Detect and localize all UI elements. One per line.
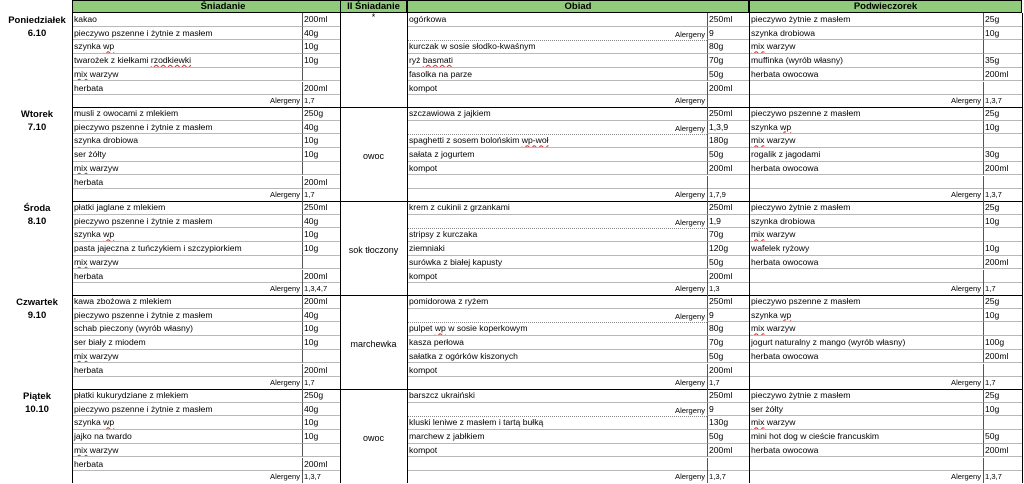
lunch-qty: 120g [707,242,749,256]
breakfast-qty [302,256,340,270]
column-divider [749,13,750,483]
lunch-qty: 200ml [707,444,749,458]
lunch-qty: 250ml [707,295,749,309]
breakfast-qty: 200ml [302,364,340,378]
lunch-item: sałatka z ogórków kiszonych [407,350,707,364]
breakfast-qty: 250g [302,389,340,403]
lunch-item: kurczak w sosie słodko-kwaśnym [407,40,707,54]
day-name: Wtorek [20,109,54,120]
breakfast-item: mix warzyw [72,162,302,176]
breakfast-qty: 10g [302,242,340,256]
breakfast-item: szynka drobiowa [72,134,302,148]
day-date: 7.10 [27,122,47,133]
snack-qty: 50g [983,430,1022,444]
snack-item: szynka wp [749,121,983,135]
breakfast-item: kawa zbożowa z mlekiem [72,295,302,309]
lunch-item: marchew z jabłkiem [407,430,707,444]
second-breakfast-item: owoc [362,151,384,161]
breakfast-qty: 200ml [302,458,340,472]
breakfast-qty: 40g [302,403,340,417]
snack-item: pieczywo żytnie z masłem [749,389,983,403]
snack-qty: 25g [983,107,1022,121]
lunch-item: pomidorowa z ryżem [407,295,707,309]
snack-qty [983,416,1022,430]
snack-item: herbata owocowa [749,444,983,458]
snack-qty [983,134,1022,148]
breakfast-qty: 200ml [302,13,340,27]
breakfast-qty [302,444,340,458]
snack-qty: 10g [983,309,1022,323]
breakfast-item: herbata [72,458,302,472]
breakfast-item: twarożek z kiełkami rzodkiewki [72,54,302,68]
snack-item: herbata owocowa [749,350,983,364]
breakfast-item: schab pieczony (wyrób własny) [72,322,302,336]
snack-qty: 10g [983,27,1022,41]
lunch-qty: 250ml [707,13,749,27]
day-date: 6.10 [27,28,47,39]
snack-item: mix warzyw [749,322,983,336]
breakfast-item: herbata [72,270,302,284]
breakfast-allergens: 1,7 [302,188,340,201]
snack-item: muffinka (wyrób własny) [749,54,983,68]
snack-allergens: 1,7 [983,376,1022,389]
breakfast-item: pieczywo pszenne i żytnie z masłem [72,27,302,41]
lunch-item: kompot [407,82,707,96]
allergens-label: Alergeny [270,378,300,387]
breakfast-allergens: 1,7 [302,376,340,389]
snack-item: ser żółty [749,403,983,417]
day-name: Poniedziałek [8,15,66,26]
breakfast-item: pieczywo pszenne i żytnie z masłem [72,309,302,323]
lunch-qty: 250ml [707,107,749,121]
lunch-qty: 70g [707,336,749,350]
snack-item: pieczywo żytnie z masłem [749,201,983,215]
second-breakfast-item: owoc [362,433,384,443]
allergens-label: Alergeny [951,284,981,293]
breakfast-qty: 200ml [302,176,340,190]
lunch-qty: 9 [707,403,749,417]
lunch-item: spaghetti z sosem bolońskim wp-woł [407,134,707,148]
breakfast-qty: 10g [302,40,340,54]
breakfast-item: pieczywo pszenne i żytnie z masłem [72,121,302,135]
snack-item: szynka wp [749,309,983,323]
breakfast-allergens: 1,3,7 [302,470,340,483]
column-divider [1022,13,1023,483]
allergens-label: Alergeny [951,96,981,105]
breakfast-qty: 200ml [302,270,340,284]
breakfast-item: musli z owocami z mlekiem [72,107,302,121]
column-divider [340,13,341,483]
snack-qty: 25g [983,201,1022,215]
snack-qty: 10g [983,242,1022,256]
snack-qty: 200ml [983,256,1022,270]
snack-qty: 30g [983,148,1022,162]
lunch-qty: 200ml [707,270,749,284]
breakfast-item: pieczywo pszenne i żytnie z masłem [72,215,302,229]
lunch-item: kompot [407,162,707,176]
lunch-allergens: 1,3,7 [707,470,749,483]
allergens-label: Alergeny [270,190,300,199]
day-name: Środa [23,203,51,214]
lunch-qty: 130g [707,416,749,430]
lunch-item: kasza perłowa [407,336,707,350]
allergens-label: Alergeny [407,122,707,135]
lunch-qty: 200ml [707,364,749,378]
breakfast-qty: 10g [302,430,340,444]
allergens-label: Alergeny [951,472,981,481]
lunch-qty: 50g [707,256,749,270]
breakfast-item: kakao [72,13,302,27]
breakfast-qty [302,350,340,364]
lunch-item: kompot [407,444,707,458]
lunch-qty: 50g [707,350,749,364]
snack-item: mini hot dog w cieście francuskim [749,430,983,444]
breakfast-qty: 40g [302,309,340,323]
snack-item: herbata owocowa [749,256,983,270]
allergens-label: Alergeny [407,28,707,41]
breakfast-qty [302,162,340,176]
day-name: Czwartek [16,297,58,308]
snack-qty: 200ml [983,350,1022,364]
breakfast-item: herbata [72,82,302,96]
lunch-allergens: 1,3 [707,282,749,295]
snack-item: jogurt naturalny z mango (wyrób własny) [749,336,983,350]
snack-item: szynka drobiowa [749,27,983,41]
breakfast-item: mix warzyw [72,444,302,458]
breakfast-qty: 10g [302,54,340,68]
lunch-item: szczawiowa z jajkiem [407,107,707,121]
breakfast-qty: 40g [302,215,340,229]
header-lunch: Obiad [407,0,749,13]
allergens-label: Alergeny [270,472,300,481]
lunch-qty: 9 [707,27,749,41]
allergens-label: Alergeny [675,190,705,199]
lunch-item: fasolka na parze [407,68,707,82]
breakfast-qty: 10g [302,322,340,336]
allergens-label: Alergeny [270,284,300,293]
snack-allergens: 1,3,7 [983,188,1022,201]
snack-allergens: 1,7 [983,282,1022,295]
allergens-label: Alergeny [675,96,705,105]
breakfast-qty: 40g [302,121,340,135]
lunch-allergens: 1,7 [707,376,749,389]
breakfast-item: płatki kukurydziane z mlekiem [72,389,302,403]
breakfast-qty: 10g [302,228,340,242]
breakfast-item: mix warzyw [72,68,302,82]
breakfast-qty: 10g [302,148,340,162]
column-divider [72,13,73,483]
column-divider [407,13,408,483]
snack-qty: 35g [983,54,1022,68]
snack-item: pieczywo żytnie z masłem [749,13,983,27]
breakfast-item: pieczywo pszenne i żytnie z masłem [72,403,302,417]
lunch-qty: 80g [707,40,749,54]
lunch-item: surówka z białej kapusty [407,256,707,270]
snack-qty: 25g [983,13,1022,27]
snack-item: wafelek ryżowy [749,242,983,256]
snack-item: pieczywo pszenne z masłem [749,107,983,121]
breakfast-qty: 40g [302,27,340,41]
breakfast-qty [302,68,340,82]
breakfast-item: ser biały z miodem [72,336,302,350]
header-breakfast: Śniadanie [72,0,374,13]
lunch-item: kompot [407,364,707,378]
lunch-qty: 50g [707,68,749,82]
lunch-item: pulpet wp w sosie koperkowym [407,322,707,336]
second-breakfast-item: marchewka [350,339,397,349]
lunch-qty: 250ml [707,389,749,403]
asterisk-note: * [371,12,376,22]
snack-item: mix warzyw [749,134,983,148]
allergens-label: Alergeny [270,96,300,105]
breakfast-item: jajko na twardo [72,430,302,444]
breakfast-qty: 10g [302,416,340,430]
breakfast-qty: 250g [302,107,340,121]
allergens-label: Alergeny [675,378,705,387]
lunch-qty: 1,3,9 [707,121,749,135]
breakfast-item: mix warzyw [72,350,302,364]
snack-qty [983,322,1022,336]
lunch-qty: 50g [707,430,749,444]
lunch-qty: 80g [707,322,749,336]
allergens-label: Alergeny [951,378,981,387]
lunch-item: kluski leniwe z masłem i tartą bułką [407,416,707,430]
lunch-allergens [707,94,749,107]
header-snack: Podwieczorek [749,0,1022,13]
breakfast-item: płatki jaglane z mlekiem [72,201,302,215]
allergens-label: Alergeny [407,404,707,417]
lunch-item: stripsy z kurczaka [407,228,707,242]
lunch-qty: 70g [707,228,749,242]
snack-item: herbata owocowa [749,162,983,176]
snack-item: mix warzyw [749,40,983,54]
breakfast-item: herbata [72,176,302,190]
lunch-item: krem z cukinii z grzankami [407,201,707,215]
lunch-item: ziemniaki [407,242,707,256]
allergens-label: Alergeny [407,216,707,229]
snack-allergens: 1,3,7 [983,470,1022,483]
day-date: 8.10 [27,216,47,227]
snack-allergens: 1,3,7 [983,94,1022,107]
allergens-label: Alergeny [675,284,705,293]
day-name: Piątek [23,391,51,402]
lunch-allergens: 1,7,9 [707,188,749,201]
snack-qty: 10g [983,121,1022,135]
breakfast-allergens: 1,3,4,7 [302,282,340,295]
snack-item: mix warzyw [749,228,983,242]
lunch-qty: 200ml [707,82,749,96]
snack-qty: 25g [983,295,1022,309]
breakfast-qty: 250ml [302,201,340,215]
breakfast-qty: 200ml [302,295,340,309]
breakfast-item: szynka wp [72,228,302,242]
allergens-label: Alergeny [951,190,981,199]
snack-qty: 25g [983,389,1022,403]
allergens-label: Alergeny [407,310,707,323]
snack-qty: 10g [983,215,1022,229]
snack-item: rogalik z jagodami [749,148,983,162]
lunch-item: sałata z jogurtem [407,148,707,162]
lunch-qty: 200ml [707,162,749,176]
lunch-item: barszcz ukraiński [407,389,707,403]
breakfast-item: mix warzyw [72,256,302,270]
breakfast-item: herbata [72,364,302,378]
snack-qty: 200ml [983,444,1022,458]
breakfast-qty: 10g [302,336,340,350]
breakfast-item: pasta jajeczna z tuńczykiem i szczypiorkiem [72,242,302,256]
day-date: 10.10 [25,404,49,415]
lunch-item: ogórkowa [407,13,707,27]
second-breakfast-item: sok tłoczony [348,245,399,255]
allergens-label: Alergeny [675,472,705,481]
lunch-qty: 1,9 [707,215,749,229]
breakfast-item: szynka wp [72,416,302,430]
day-date: 9.10 [27,310,47,321]
snack-item: herbata owocowa [749,68,983,82]
snack-item: szynka drobiowa [749,215,983,229]
lunch-qty: 50g [707,148,749,162]
snack-item: pieczywo pszenne z masłem [749,295,983,309]
lunch-qty: 9 [707,309,749,323]
breakfast-allergens: 1,7 [302,94,340,107]
lunch-item: ryż basmati [407,54,707,68]
snack-qty: 100g [983,336,1022,350]
lunch-qty: 250ml [707,201,749,215]
breakfast-item: szynka wp [72,40,302,54]
breakfast-qty: 200ml [302,82,340,96]
snack-qty [983,228,1022,242]
snack-item: mix warzyw [749,416,983,430]
snack-qty: 200ml [983,68,1022,82]
breakfast-qty: 10g [302,134,340,148]
snack-qty: 10g [983,403,1022,417]
snack-qty [983,40,1022,54]
snack-qty: 200ml [983,162,1022,176]
lunch-qty: 180g [707,134,749,148]
lunch-qty: 70g [707,54,749,68]
breakfast-item: ser żółty [72,148,302,162]
header-second-breakfast: II Śniadanie [340,0,407,13]
lunch-item: kompot [407,270,707,284]
